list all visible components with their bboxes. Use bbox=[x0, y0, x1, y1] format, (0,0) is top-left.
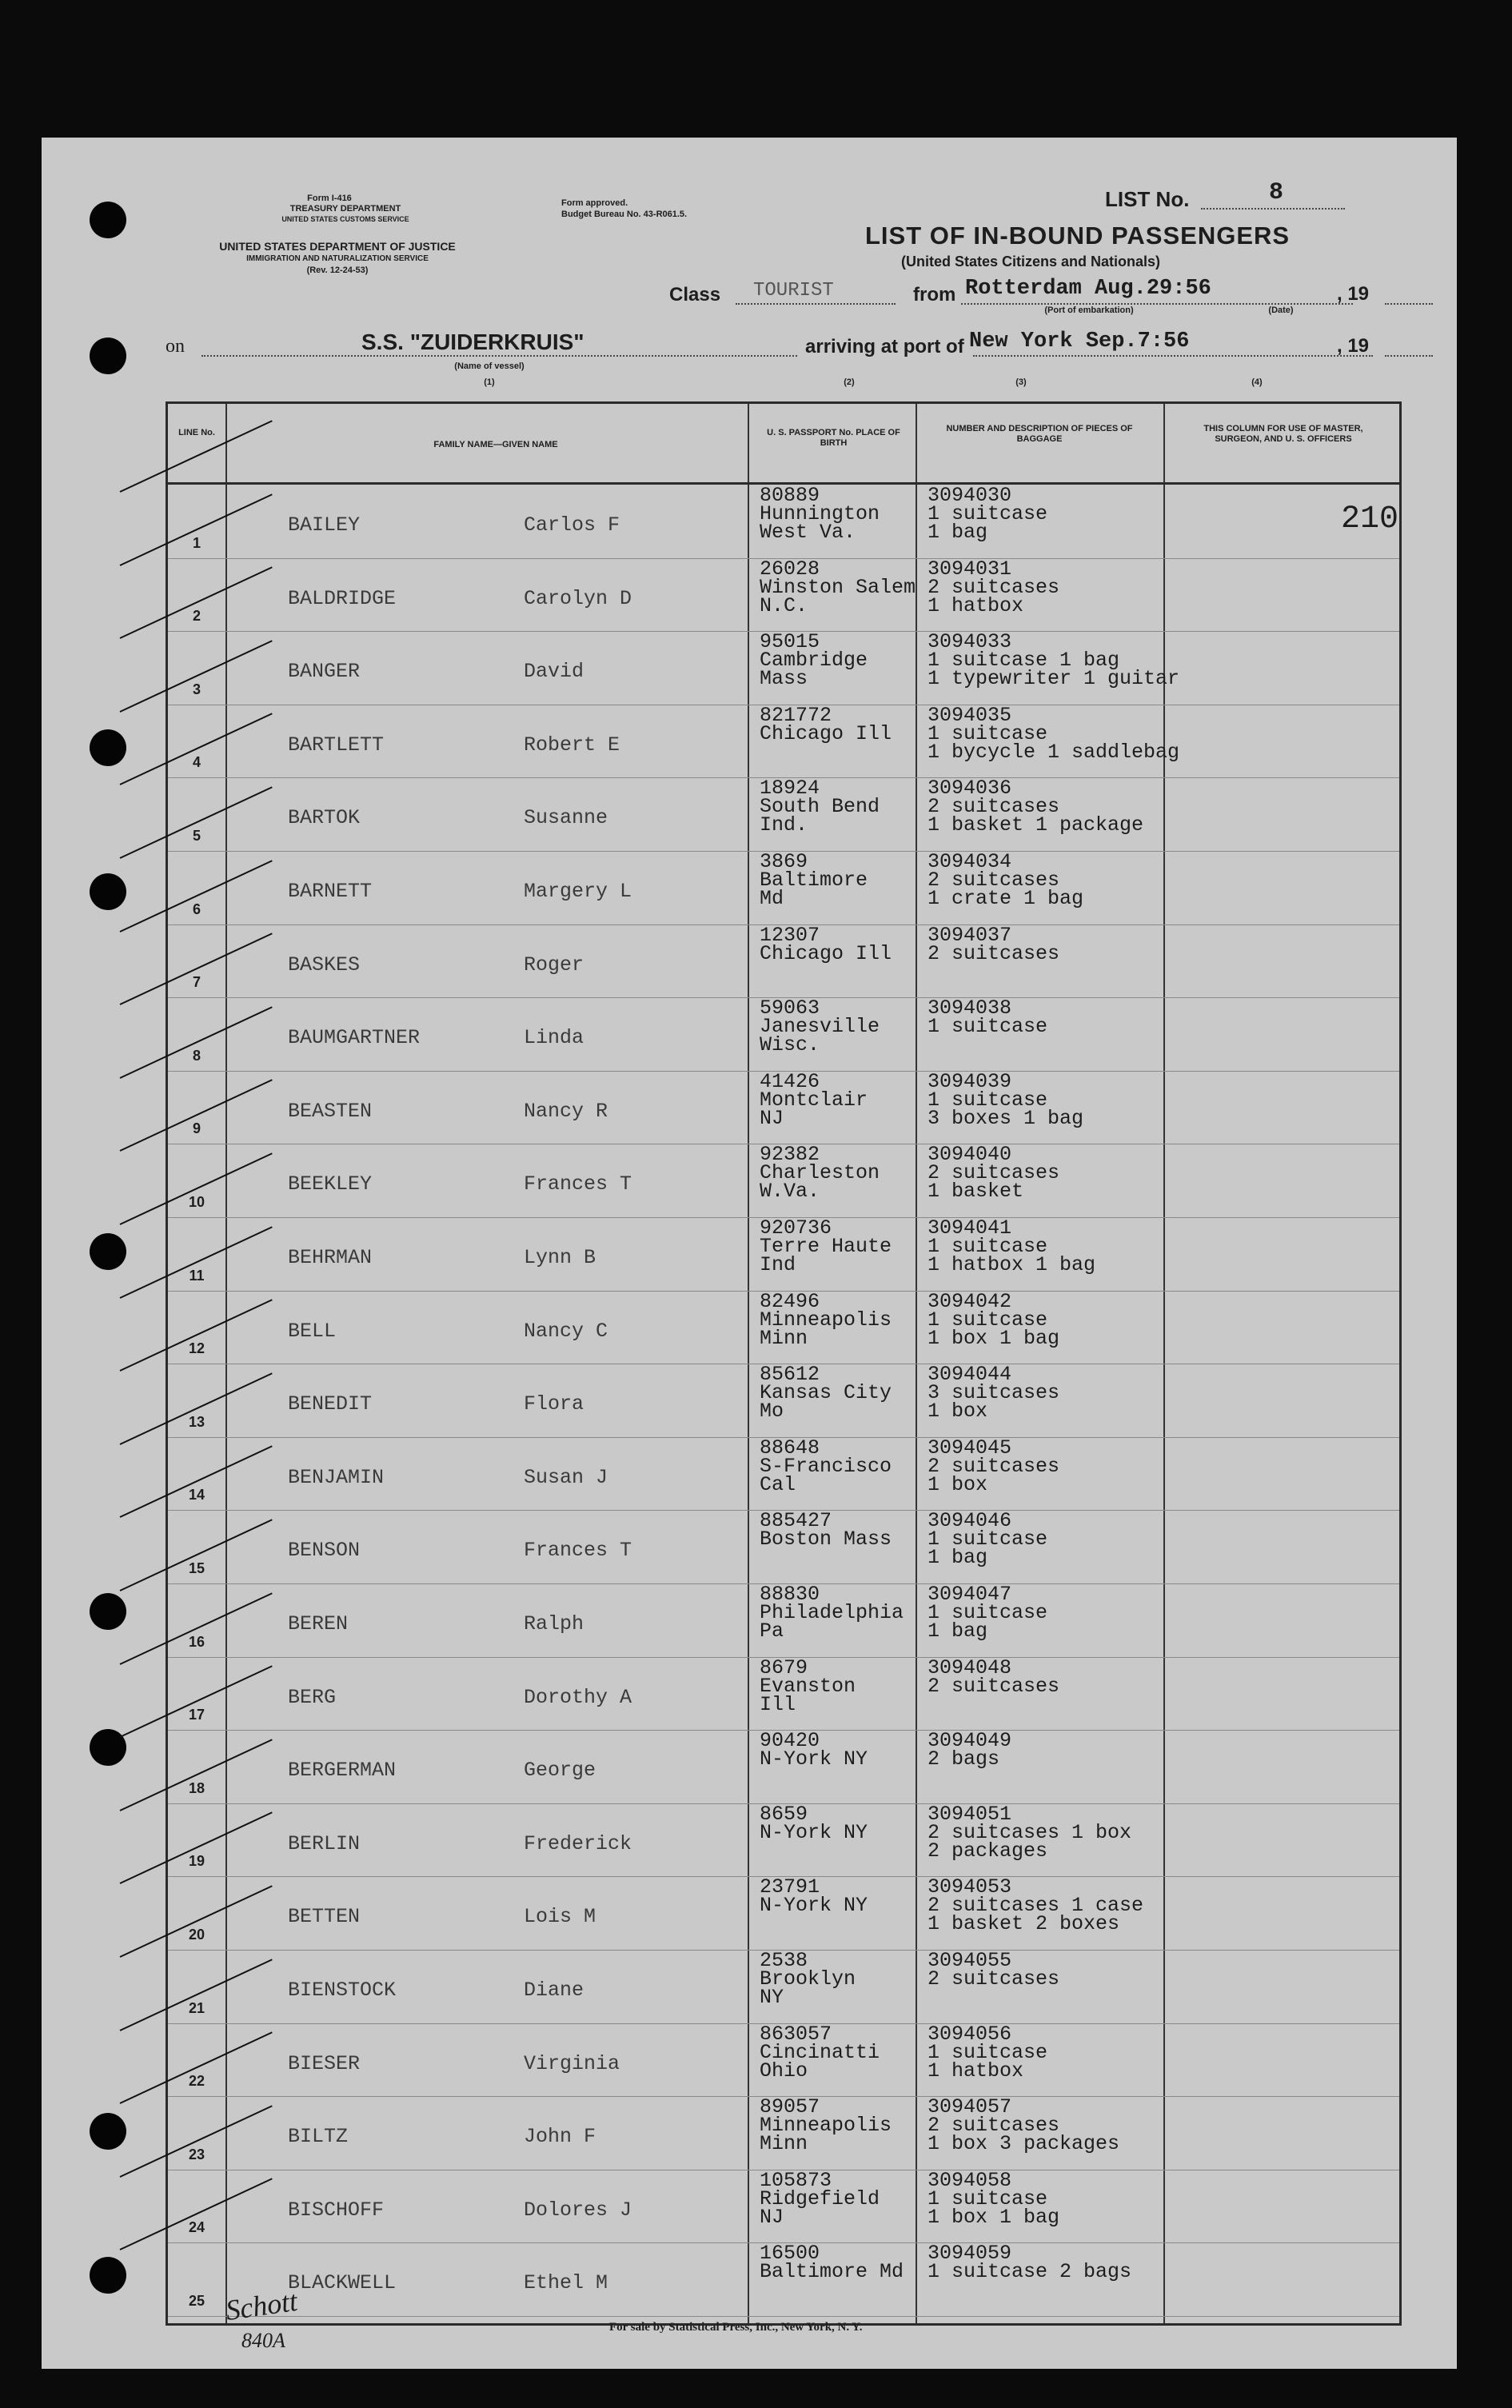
table-row bbox=[168, 705, 1399, 779]
passport-place: 26028 Winston Salem N.C. bbox=[760, 557, 916, 617]
given-name: Ralph bbox=[524, 1612, 584, 1635]
header-officers: THIS COLUMN FOR USE OF MASTER, SURGEON, AND U. S. OFFICERS bbox=[1203, 424, 1363, 444]
baggage-description: 3094030 1 suitcase 1 bag bbox=[928, 484, 1048, 544]
punch-hole bbox=[90, 729, 126, 766]
given-name: Linda bbox=[524, 1026, 584, 1050]
family-name: BASKES bbox=[288, 952, 361, 976]
passport-place: 863057 Cincinatti Ohio bbox=[760, 2022, 880, 2083]
budget-bureau: Budget Bureau No. 43-R061.5. bbox=[561, 210, 688, 219]
passport-place: 89057 Minneapolis Minn bbox=[760, 2095, 892, 2156]
baggage-description: 3094038 1 suitcase bbox=[928, 996, 1048, 1039]
given-name: Margery L bbox=[524, 880, 632, 903]
table-row bbox=[168, 1437, 1399, 1511]
line-number: 4 bbox=[192, 754, 201, 771]
vessel-line bbox=[201, 355, 797, 357]
family-name: BARNETT bbox=[288, 880, 373, 903]
baggage-description: 3094056 1 suitcase 1 hatbox bbox=[928, 2022, 1048, 2083]
baggage-description: 3094053 2 suitcases 1 case 1 basket 2 boxes bbox=[928, 1875, 1144, 1936]
port-embark-label: (Port of embarkation) bbox=[1044, 305, 1134, 315]
class-label: Class bbox=[669, 284, 721, 305]
col-3-label: (3) bbox=[1015, 377, 1027, 387]
header-passport: U. S. PASSPORT No. PLACE OF BIRTH bbox=[767, 428, 900, 448]
passport-place: 80889 Hunnington West Va. bbox=[760, 484, 880, 544]
given-name: Diane bbox=[524, 1979, 584, 2002]
line-number: 10 bbox=[188, 1193, 205, 1210]
passport-place: 59063 Janesville Wisc. bbox=[760, 996, 880, 1057]
signature: Schott bbox=[223, 2284, 300, 2327]
family-name: BANGER bbox=[288, 660, 361, 684]
table-row bbox=[168, 2096, 1399, 2170]
date-label: (Date) bbox=[1268, 305, 1294, 315]
family-name: BENEDIT bbox=[288, 1392, 373, 1416]
baggage-description: 3094051 2 suitcases 1 box 2 packages bbox=[928, 1802, 1132, 1863]
table-row bbox=[168, 997, 1399, 1072]
baggage-description: 3094057 2 suitcases 1 box 3 packages bbox=[928, 2095, 1120, 2156]
year-2: , 19 bbox=[1337, 335, 1370, 357]
vessel-name: S.S. "ZUIDERKRUIS" bbox=[361, 329, 584, 354]
table-row bbox=[168, 777, 1399, 852]
passport-place: 16500 Baltimore Md bbox=[760, 2242, 904, 2284]
given-name: Nancy C bbox=[524, 1319, 608, 1343]
line-number: 24 bbox=[188, 2219, 205, 2236]
class-value: TOURIST bbox=[753, 280, 834, 301]
passport-place: 885427 Boston Mass bbox=[760, 1509, 892, 1551]
given-name: Roger bbox=[524, 952, 584, 976]
family-name: BEASTEN bbox=[288, 1099, 373, 1123]
customs-service: UNITED STATES CUSTOMS SERVICE bbox=[281, 215, 409, 223]
table-row bbox=[168, 558, 1399, 633]
baggage-description: 3094049 2 bags bbox=[928, 1729, 1012, 1771]
on-label: on bbox=[166, 336, 185, 357]
line-number: 19 bbox=[188, 1853, 205, 1870]
family-name: BERGERMAN bbox=[288, 1759, 397, 1783]
baggage-description: 3094033 1 suitcase 1 bag 1 typewriter 1 guitar bbox=[928, 630, 1180, 691]
line-number: 12 bbox=[188, 1340, 205, 1357]
given-name: Frances T bbox=[524, 1172, 632, 1196]
baggage-description: 3094046 1 suitcase 1 bag bbox=[928, 1509, 1048, 1570]
punch-hole bbox=[90, 337, 126, 374]
page-subtitle: (United States Citizens and Nationals) bbox=[901, 254, 1161, 270]
given-name: Virginia bbox=[524, 2051, 620, 2075]
punch-hole bbox=[90, 1233, 126, 1270]
line-number: 1 bbox=[192, 534, 201, 551]
given-name: Susanne bbox=[524, 806, 608, 830]
baggage-description: 3094058 1 suitcase 1 box 1 bag bbox=[928, 2168, 1060, 2229]
family-name: BERG bbox=[288, 1685, 337, 1709]
from-value: Rotterdam Aug.29:56 bbox=[965, 277, 1211, 301]
family-name: BIESER bbox=[288, 2051, 361, 2075]
table-row bbox=[168, 631, 1399, 705]
given-name: Robert E bbox=[524, 733, 620, 757]
line-number: 20 bbox=[188, 1926, 205, 1943]
given-name: Lynn B bbox=[524, 1246, 596, 1269]
col-2-label: (2) bbox=[844, 377, 855, 387]
given-name: Carolyn D bbox=[524, 586, 632, 610]
family-name: BILTZ bbox=[288, 2125, 349, 2149]
table-row bbox=[168, 1803, 1399, 1878]
line-number: 7 bbox=[192, 974, 201, 991]
line-number: 13 bbox=[188, 1413, 205, 1430]
given-name: Dolores J bbox=[524, 2198, 632, 2222]
passport-place: 3869 Baltimore Md bbox=[760, 850, 868, 910]
baggage-description: 3094045 2 suitcases 1 box bbox=[928, 1436, 1060, 1496]
given-name: Flora bbox=[524, 1392, 584, 1416]
family-name: BEEKLEY bbox=[288, 1172, 373, 1196]
punch-hole bbox=[90, 202, 126, 238]
baggage-description: 3094036 2 suitcases 1 basket 1 package bbox=[928, 777, 1144, 837]
signature-code: 840A bbox=[241, 2329, 285, 2352]
col-1-label: (1) bbox=[484, 377, 495, 387]
passport-place: 920736 Terre Haute Ind bbox=[760, 1216, 892, 1276]
passport-place: 85612 Kansas City Mo bbox=[760, 1363, 892, 1424]
passport-place: 8679 Evanston Ill bbox=[760, 1655, 856, 1716]
given-name: Susan J bbox=[524, 1465, 608, 1489]
line-number: 16 bbox=[188, 1633, 205, 1650]
header-name: FAMILY NAME—GIVEN NAME bbox=[433, 440, 558, 449]
family-name: BENJAMIN bbox=[288, 1465, 385, 1489]
treasury-dept: TREASURY DEPARTMENT bbox=[289, 204, 401, 214]
table-row bbox=[168, 1730, 1399, 1804]
given-name: Frederick bbox=[524, 1831, 632, 1855]
baggage-description: 3094041 1 suitcase 1 hatbox 1 bag bbox=[928, 1216, 1096, 1276]
baggage-description: 3094047 1 suitcase 1 bag bbox=[928, 1583, 1048, 1643]
family-name: BEHRMAN bbox=[288, 1246, 373, 1269]
line-number: 14 bbox=[188, 1487, 205, 1504]
family-name: BAUMGARTNER bbox=[288, 1026, 421, 1050]
arrival-value: New York Sep.7:56 bbox=[969, 329, 1190, 353]
arriving-label: arriving at port of bbox=[805, 336, 964, 357]
family-name: BENSON bbox=[288, 1539, 361, 1563]
header-baggage: NUMBER AND DESCRIPTION OF PIECES OF BAGGAGE bbox=[946, 424, 1133, 444]
passport-place: 88648 S-Francisco Cal bbox=[760, 1436, 892, 1496]
table-row bbox=[168, 924, 1399, 999]
table-row bbox=[168, 1291, 1399, 1365]
line-number: 11 bbox=[189, 1267, 205, 1284]
form-approved: Form approved. bbox=[561, 198, 628, 208]
line-number: 9 bbox=[192, 1120, 201, 1137]
passport-place: 41426 Montclair NJ bbox=[760, 1069, 868, 1130]
passport-place: 23791 N-York NY bbox=[760, 1875, 868, 1918]
family-name: BISCHOFF bbox=[288, 2198, 385, 2222]
baggage-description: 3094040 2 suitcases 1 basket bbox=[928, 1143, 1060, 1204]
baggage-description: 3094055 2 suitcases bbox=[928, 1949, 1060, 1991]
family-name: BEREN bbox=[288, 1612, 349, 1635]
table-row bbox=[168, 1876, 1399, 1951]
passport-place: 8659 N-York NY bbox=[760, 1802, 868, 1844]
given-name: Frances T bbox=[524, 1539, 632, 1563]
passport-place: 82496 Minneapolis Minn bbox=[760, 1289, 892, 1350]
passport-place: 105873 Ridgefield NJ bbox=[760, 2168, 880, 2229]
page-title: LIST OF IN-BOUND PASSENGERS bbox=[865, 222, 1291, 250]
family-name: BIENSTOCK bbox=[288, 1979, 397, 2002]
year-1: , 19 bbox=[1337, 283, 1370, 305]
revision: (Rev. 12-24-53) bbox=[306, 266, 369, 275]
table-row bbox=[168, 851, 1399, 925]
given-name: Ethel M bbox=[524, 2271, 608, 2295]
given-name: George bbox=[524, 1759, 596, 1783]
line-number: 25 bbox=[188, 2292, 205, 2309]
header-line-no: LINE No. bbox=[178, 428, 215, 437]
passport-place: 95015 Cambridge Mass bbox=[760, 630, 868, 691]
from-label: from bbox=[913, 284, 956, 305]
passport-place: 2538 Brooklyn NY bbox=[760, 1949, 856, 2009]
table-row bbox=[168, 1071, 1399, 1145]
table-row bbox=[168, 1583, 1399, 1658]
passport-place: 821772 Chicago Ill bbox=[760, 703, 892, 745]
justice-dept: UNITED STATES DEPARTMENT OF JUSTICE bbox=[219, 240, 456, 253]
line-number: 3 bbox=[192, 681, 201, 697]
family-name: BARTLETT bbox=[288, 733, 385, 757]
passenger-table bbox=[166, 401, 1402, 2326]
line-number: 17 bbox=[188, 1707, 205, 1723]
passport-place: 90420 N-York NY bbox=[760, 1729, 868, 1771]
line-number: 2 bbox=[192, 608, 201, 625]
table-row bbox=[168, 1950, 1399, 2024]
table-row bbox=[168, 2242, 1399, 2317]
baggage-description: 3094037 2 suitcases bbox=[928, 923, 1060, 965]
baggage-description: 3094039 1 suitcase 3 boxes 1 bag bbox=[928, 1069, 1084, 1130]
class-line bbox=[736, 303, 896, 305]
family-name: BLACKWELL bbox=[288, 2271, 397, 2295]
baggage-description: 3094042 1 suitcase 1 box 1 bag bbox=[928, 1289, 1060, 1350]
passport-place: 12307 Chicago Ill bbox=[760, 923, 892, 965]
passport-place: 18924 South Bend Ind. bbox=[760, 777, 880, 837]
table-row bbox=[168, 1217, 1399, 1292]
punch-hole bbox=[90, 2113, 126, 2150]
family-name: BELL bbox=[288, 1319, 337, 1343]
punch-hole bbox=[90, 1593, 126, 1630]
line-number: 22 bbox=[188, 2073, 205, 2090]
baggage-description: 3094048 2 suitcases bbox=[928, 1655, 1060, 1698]
baggage-description: 3094031 2 suitcases 1 hatbox bbox=[928, 557, 1060, 617]
year-1-line bbox=[1385, 303, 1433, 305]
arrival-line bbox=[973, 355, 1373, 357]
line-number: 18 bbox=[188, 1779, 205, 1796]
given-name: David bbox=[524, 660, 584, 684]
passport-place: 92382 Charleston W.Va. bbox=[760, 1143, 880, 1204]
col-4-label: (4) bbox=[1251, 377, 1263, 387]
table-row bbox=[168, 2023, 1399, 2098]
baggage-description: 3094035 1 suitcase 1 bycycle 1 saddlebag bbox=[928, 703, 1180, 764]
footer-printer: For sale by Statistical Press, Inc., New York, N. Y. bbox=[609, 2321, 863, 2334]
given-name: John F bbox=[524, 2125, 596, 2149]
family-name: BARTOK bbox=[288, 806, 361, 830]
stamp-number: 210 bbox=[1341, 501, 1399, 537]
ins-service: IMMIGRATION AND NATURALIZATION SERVICE bbox=[246, 254, 429, 263]
line-number: 8 bbox=[192, 1047, 201, 1064]
family-name: BETTEN bbox=[288, 1905, 361, 1929]
line-number: 15 bbox=[188, 1559, 205, 1576]
year-2-line bbox=[1385, 355, 1433, 357]
table-row bbox=[168, 1657, 1399, 1731]
list-no-line bbox=[1201, 208, 1345, 210]
vessel-label: (Name of vessel) bbox=[454, 361, 525, 371]
line-number: 21 bbox=[188, 1999, 205, 2016]
family-name: BERLIN bbox=[288, 1831, 361, 1855]
punch-hole bbox=[90, 873, 126, 910]
line-number: 23 bbox=[188, 2146, 205, 2162]
punch-hole bbox=[90, 1729, 126, 1766]
table-row bbox=[168, 1510, 1399, 1584]
from-line bbox=[961, 303, 1353, 305]
table-row bbox=[168, 1144, 1399, 1218]
line-number: 6 bbox=[192, 901, 201, 917]
baggage-description: 3094034 2 suitcases 1 crate 1 bag bbox=[928, 850, 1084, 910]
given-name: Nancy R bbox=[524, 1099, 608, 1123]
line-number: 5 bbox=[192, 827, 201, 844]
family-name: BAILEY bbox=[288, 513, 361, 537]
list-no-label: LIST No. bbox=[1105, 187, 1190, 211]
baggage-description: 3094044 3 suitcases 1 box bbox=[928, 1363, 1060, 1424]
given-name: Lois M bbox=[524, 1905, 596, 1929]
manifest-page bbox=[42, 138, 1457, 2369]
given-name: Dorothy A bbox=[524, 1685, 632, 1709]
form-number: Form I-416 bbox=[307, 194, 352, 203]
punch-hole bbox=[90, 2257, 126, 2294]
table-row bbox=[168, 2170, 1399, 2244]
given-name: Carlos F bbox=[524, 513, 620, 537]
family-name: BALDRIDGE bbox=[288, 586, 397, 610]
table-row bbox=[168, 485, 1399, 559]
table-row bbox=[168, 1364, 1399, 1438]
baggage-description: 3094059 1 suitcase 2 bags bbox=[928, 2242, 1132, 2284]
passport-place: 88830 Philadelphia Pa bbox=[760, 1583, 904, 1643]
list-no-value: 8 bbox=[1269, 179, 1284, 206]
